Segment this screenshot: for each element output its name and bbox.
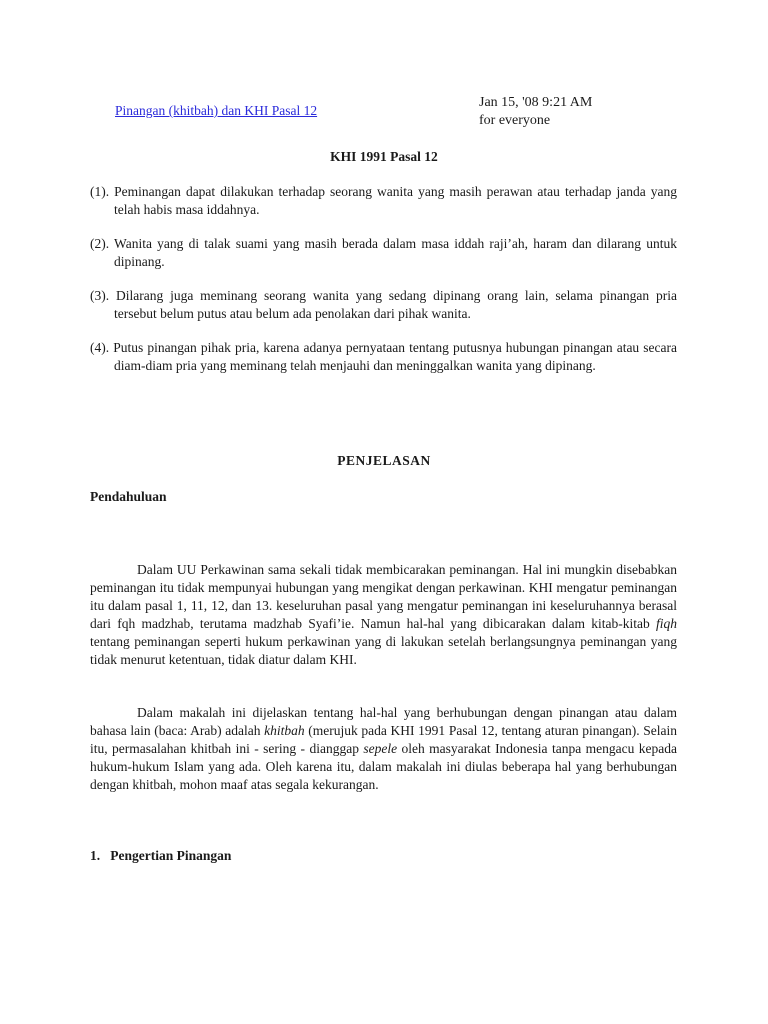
article-point: (4). Putus pinangan pihak pria, karena adanya pernyataan tentang putusnya hubungan pinangan atau secara diam-diam pria yang meminang telah menjauhi dan meninggalkan wanita yang dipinang. (90, 340, 677, 373)
italic-term: khitbah (264, 723, 305, 738)
paragraph-text: oleh masyarakat Indonesia tanpa mengacu kepada hukum-hukum Islam yang ada. Oleh karena itu, dalam makalah ini diulas beberapa hal yang berhubungan dengan khitbah, mohon maaf atas segala kekurangan. (90, 741, 677, 792)
numbered-heading: 1. Pengertian Pinangan (90, 848, 232, 863)
scope-paragraph (90, 704, 677, 794)
paragraph-text: (merujuk pada KHI 1991 Pasal 12, tentang aturan pinangan). Selain itu, permasalahan khitbah ini - sering - dianggap (90, 723, 677, 756)
intro-paragraph (90, 561, 677, 669)
intro-heading: Pendahuluan (90, 489, 167, 504)
italic-term: fiqh (655, 616, 677, 631)
article-point: (2). Wanita yang di talak suami yang masih berada dalam masa iddah raji’ah, haram dan dilarang untuk dipinang. (90, 236, 677, 269)
article-point: (1). Peminangan dapat dilakukan terhadap seorang wanita yang masih perawan atau terhadap janda yang telah habis masa iddahnya. (90, 184, 677, 217)
paragraph-text: Dalam UU Perkawinan sama sekali tidak membicarakan peminangan. Hal ini mungkin disebabkan peminangan itu tidak mempunyai hubungan yang mengikat dengan perkawinan. KHI mengatur peminangan itu dalam pasal 1, 11, 12, dan 13. keseluruhan pasal yang mengatur peminangan ini keseluruhannya berasal dari fqh madzhab, terutama madzhab Syafi’ie. Namun hal-hal yang dibicarakan dalam kitab-kitab (90, 562, 677, 631)
article-points-list (90, 183, 677, 391)
post-meta (479, 94, 592, 130)
article-point: (3). Dilarang juga meminang seorang wanita yang sedang dipinang orang lain, selama pinangan pria tersebut belum putus atau belum ada penolakan dari pihak wanita. (90, 288, 677, 321)
post-audience: for everyone (479, 113, 551, 128)
paragraph-text: Dalam makalah ini dijelaskan tentang hal-hal yang berhubungan dengan pinangan atau dalam bahasa lain (baca: Arab) adalah (90, 705, 677, 738)
paragraph-text: tentang peminangan seperti hukum perkawinan yang di lakukan setelah berlangsungnya peminangan yang tidak menurut ketentuan, tidak diatur dalam KHI. (90, 634, 677, 667)
post-date: Jan 15, '08 9:21 AM (479, 95, 593, 110)
italic-term: sepele (363, 741, 398, 756)
section-title: PENJELASAN (337, 453, 431, 468)
document-title: KHI 1991 Pasal 12 (330, 149, 438, 164)
post-title-link[interactable]: Pinangan (khitbah) dan KHI Pasal 12 (115, 103, 318, 118)
